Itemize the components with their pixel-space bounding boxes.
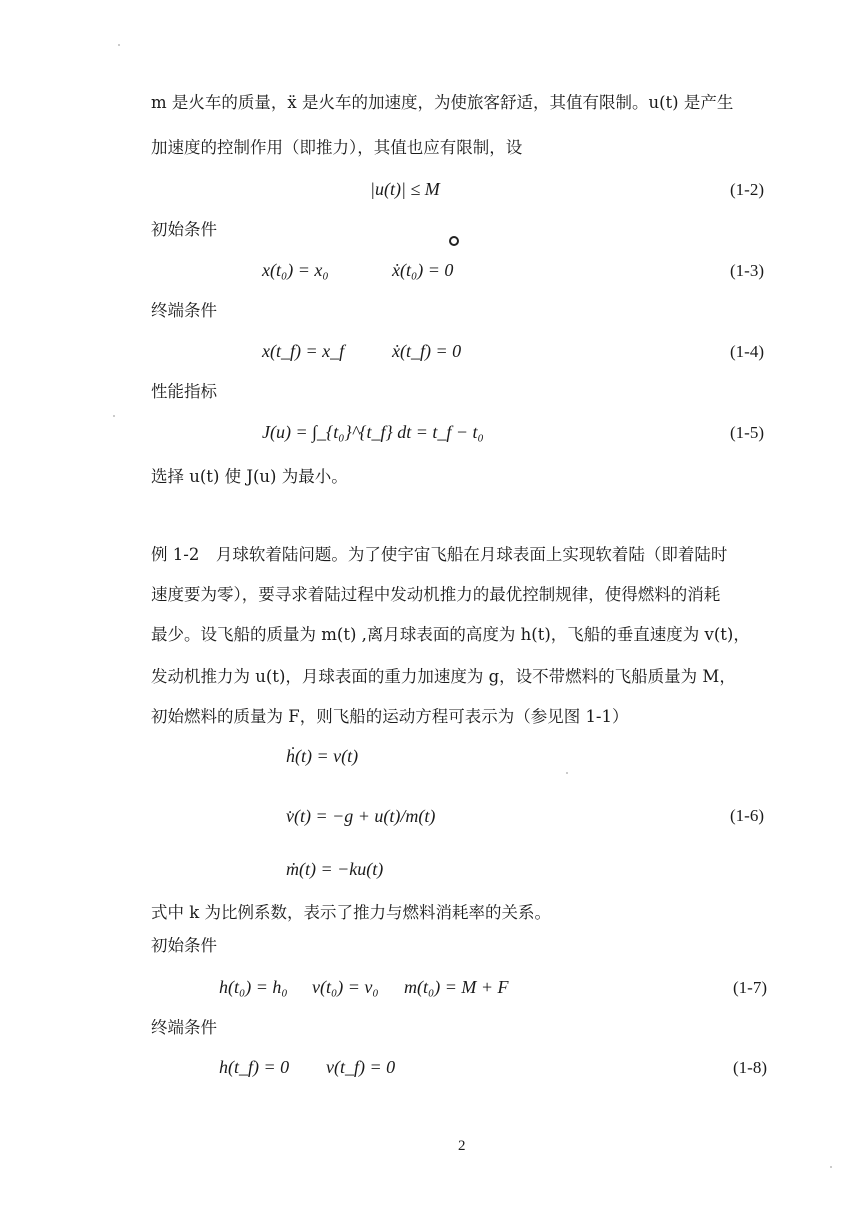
section-label-initial-2: 初始条件 (151, 936, 217, 955)
equation-terminal-velocity-2: v(t_f) = 0 (326, 1057, 396, 1077)
text-line-coefficient: 式中 k 为比例系数，表示了推力与燃料消耗率的关系。 (151, 903, 551, 922)
equation-number: (1-2) (730, 180, 764, 199)
equation-initial-velocity-2: v(t₀) = v₀ (312, 977, 379, 997)
equation-initial-velocity: ẋ(t₀) = 0 (392, 260, 454, 280)
section-label-terminal: 终端条件 (151, 301, 217, 320)
equation-number: (1-7) (733, 978, 767, 997)
equation-initial-height: h(t₀) = h₀ (219, 977, 288, 997)
text-line-example-3: 最少。设飞船的质量为 m(t) ,离月球表面的高度为 h(t)，飞船的垂直速度为 v(t)， (151, 625, 750, 644)
equation-number: (1-5) (730, 423, 764, 442)
example-heading-line: 例 1-2 月球软着陆问题。为了使宇宙飞船在月球表面上实现软着陆（即着陆时 (151, 545, 728, 564)
text-line-select: 选择 u(t) 使 J(u) 为最小。 (151, 467, 348, 486)
equation-number: (1-3) (730, 261, 764, 280)
equation-initial-mass: m(t₀) = M + F (404, 977, 509, 997)
section-label-terminal-2: 终端条件 (151, 1018, 217, 1037)
scan-speck (830, 1166, 832, 1168)
equation-height-rate: ḣ(t) = v(t) (286, 746, 359, 766)
text-line-example-5: 初始燃料的质量为 F，则飞船的运动方程可表示为（参见图 1-1） (151, 707, 629, 726)
text-line-example-4: 发动机推力为 u(t)，月球表面的重力加速度为 g，设不带燃料的飞船质量为 M， (151, 667, 736, 686)
scan-speck (566, 772, 568, 774)
equation-terminal-height: h(t_f) = 0 (219, 1057, 290, 1077)
page-number: 2 (458, 1138, 466, 1154)
equation-number: (1-6) (730, 806, 764, 825)
equation-number: (1-4) (730, 342, 764, 361)
scan-speck (113, 415, 115, 417)
section-label-performance: 性能指标 (151, 382, 217, 401)
scan-speck (118, 44, 120, 46)
text-line-example-2: 速度要为零），要寻求着陆过程中发动机推力的最优控制规律，使得燃料的消耗 (151, 585, 721, 604)
equation-mass-rate: ṁ(t) = −ku(t) (286, 859, 384, 879)
equation-terminal-velocity: ẋ(t_f) = 0 (392, 341, 462, 361)
equation-terminal-position: x(t_f) = x_f (262, 341, 345, 361)
equation-number: (1-8) (733, 1058, 767, 1077)
section-label-initial: 初始条件 (151, 220, 217, 239)
text-line-1: m 是火车的质量，ẍ 是火车的加速度，为使旅客舒适，其值有限制。u(t) 是产生 (151, 93, 734, 112)
equation-performance-index: J(u) = ∫_{t₀}^{t_f} dt = t_f − t₀ (262, 422, 484, 442)
text-line-2: 加速度的控制作用（即推力），其值也应有限制，设 (151, 138, 523, 157)
equation-control-bound: |u(t)| ≤ M (370, 179, 440, 199)
stray-circle-mark (449, 236, 459, 246)
equation-velocity-rate: v̇(t) = −g + u(t)/m(t) (286, 806, 436, 826)
equation-initial-position: x(t₀) = x₀ (262, 260, 329, 280)
